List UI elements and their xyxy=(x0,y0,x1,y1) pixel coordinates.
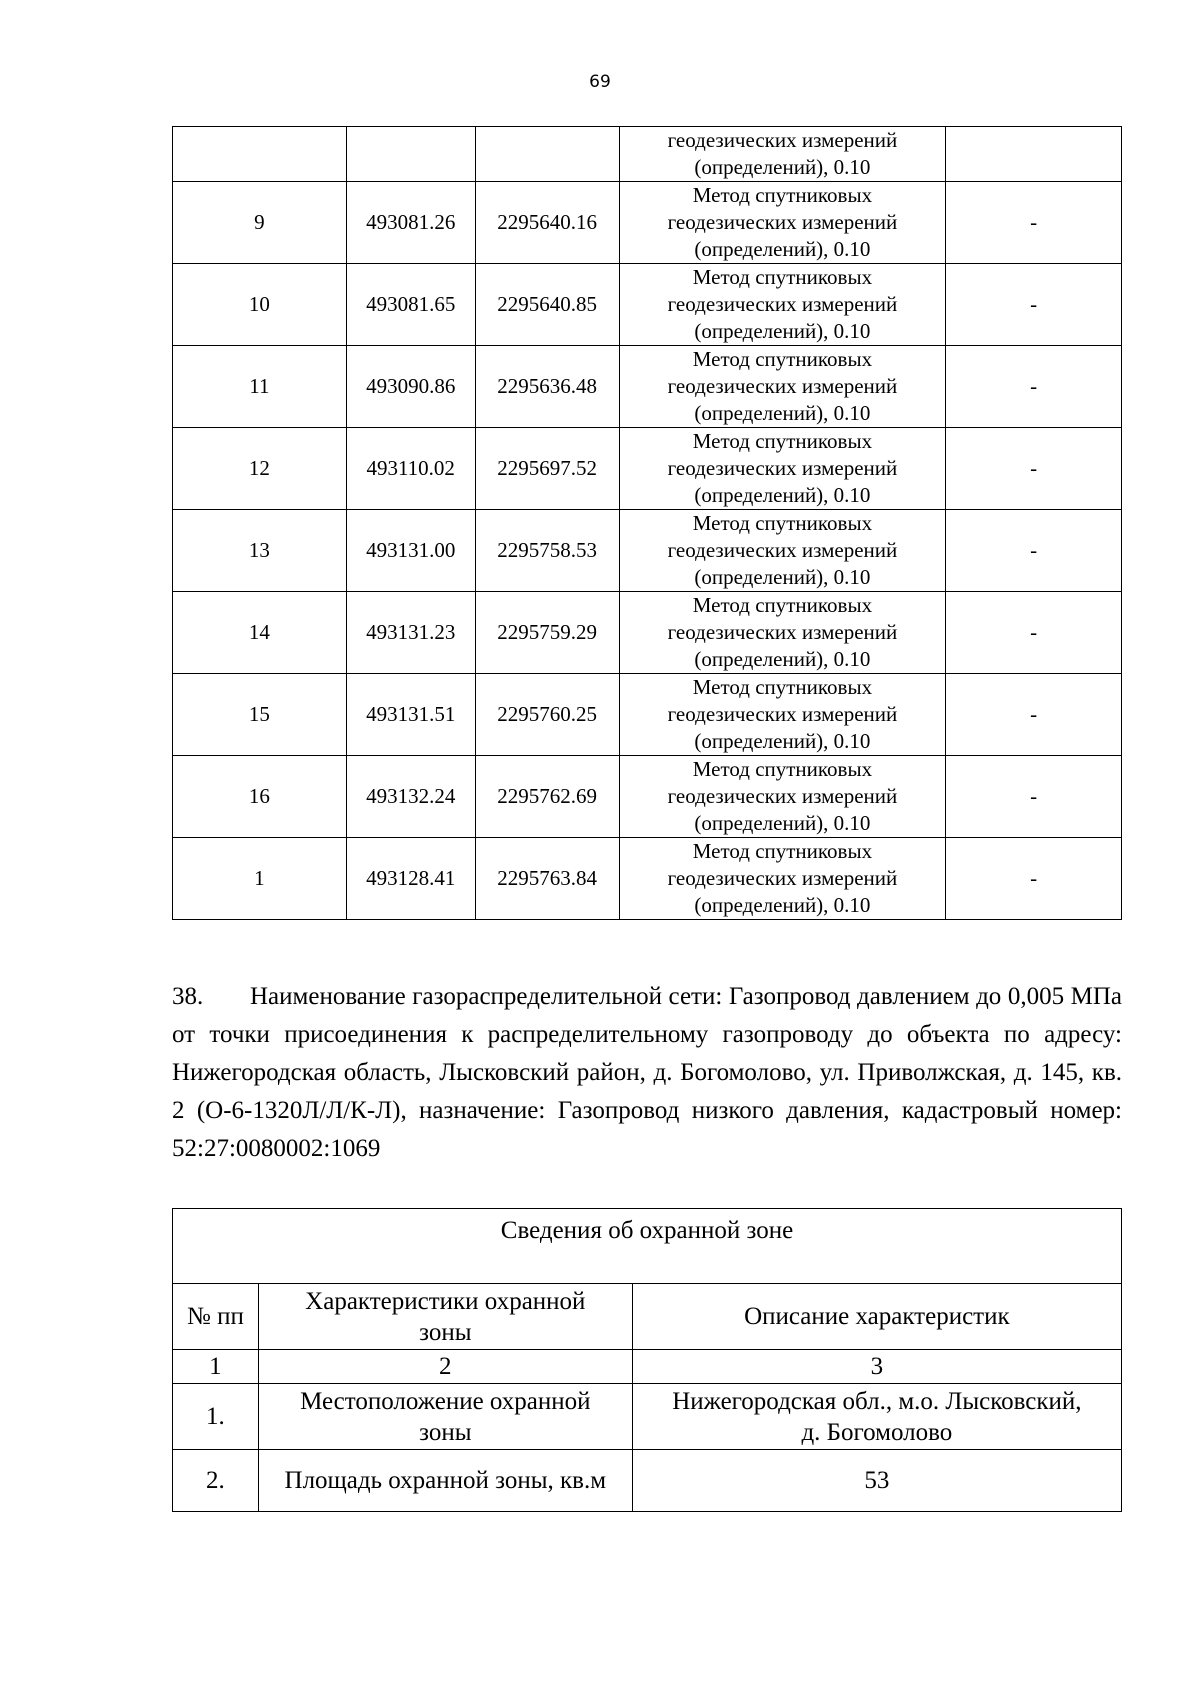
x-coordinate-cell: 493131.00 xyxy=(346,510,475,592)
row-num: 1. xyxy=(173,1384,259,1450)
table-row xyxy=(173,264,1122,346)
section-number: 38. xyxy=(172,983,204,1010)
y-coordinate-cell: 2295762.69 xyxy=(475,756,619,838)
y-coordinate-cell: 2295640.16 xyxy=(475,182,619,264)
y-coordinate-cell: 2295763.84 xyxy=(475,838,619,920)
x-coordinate-cell: 493132.24 xyxy=(346,756,475,838)
y-coordinate-cell: 2295760.25 xyxy=(475,674,619,756)
note-cell: - xyxy=(946,756,1122,838)
note-cell: - xyxy=(946,838,1122,920)
point-cell: 10 xyxy=(173,264,347,346)
table-row xyxy=(173,1450,1122,1512)
note-cell: - xyxy=(946,264,1122,346)
table-row xyxy=(173,182,1122,264)
method-cell xyxy=(619,428,946,510)
method-line: геодезических измерений xyxy=(667,128,898,152)
x-coordinate-cell: 493081.65 xyxy=(346,264,475,346)
point-cell: 15 xyxy=(173,674,347,756)
point-cell: 9 xyxy=(173,182,347,264)
row-num: 2. xyxy=(173,1450,259,1512)
method-cell xyxy=(619,346,946,428)
point-cell: 14 xyxy=(173,592,347,674)
method-cell xyxy=(619,182,946,264)
method-line: геодезических измерений xyxy=(667,784,898,808)
point-cell: 11 xyxy=(173,346,347,428)
table-row xyxy=(173,674,1122,756)
method-line: Метод спутниковых xyxy=(692,593,873,617)
note-cell xyxy=(946,127,1122,182)
note-cell: - xyxy=(946,182,1122,264)
method-line: геодезических измерений xyxy=(667,292,898,316)
table-row xyxy=(173,510,1122,592)
method-line: Метод спутниковых xyxy=(692,839,873,863)
coordinate-table xyxy=(172,126,1122,920)
table-title: Сведения об охранной зоне xyxy=(173,1209,1122,1284)
protection-zone-table xyxy=(172,1208,1122,1512)
section-paragraph xyxy=(172,978,1122,1168)
index-cell: 1 xyxy=(173,1350,259,1384)
method-line: Метод спутниковых xyxy=(692,347,873,371)
method-line: (определений), 0.10 xyxy=(694,647,871,671)
row-characteristic xyxy=(258,1384,632,1450)
y-coordinate-cell xyxy=(475,127,619,182)
method-cell xyxy=(619,264,946,346)
point-cell: 13 xyxy=(173,510,347,592)
x-coordinate-cell xyxy=(346,127,475,182)
y-coordinate-cell: 2295759.29 xyxy=(475,592,619,674)
row-characteristic: Площадь охранной зоны, кв.м xyxy=(258,1450,632,1512)
method-line: (определений), 0.10 xyxy=(694,729,871,753)
cell-line: Местоположение охранной xyxy=(300,1387,591,1415)
x-coordinate-cell: 493081.26 xyxy=(346,182,475,264)
table-row xyxy=(173,592,1122,674)
table-row xyxy=(173,428,1122,510)
note-cell: - xyxy=(946,510,1122,592)
note-cell: - xyxy=(946,428,1122,510)
method-cell xyxy=(619,592,946,674)
method-line: (определений), 0.10 xyxy=(694,401,871,425)
header-line: Характеристики охранной xyxy=(305,1287,586,1315)
method-line: Метод спутниковых xyxy=(692,183,873,207)
cell-line: зоны xyxy=(419,1418,472,1446)
method-cell xyxy=(619,674,946,756)
x-coordinate-cell: 493128.41 xyxy=(346,838,475,920)
y-coordinate-cell: 2295697.52 xyxy=(475,428,619,510)
method-line: Метод спутниковых xyxy=(692,511,873,535)
method-cell xyxy=(619,838,946,920)
x-coordinate-cell: 493110.02 xyxy=(346,428,475,510)
table-row xyxy=(173,127,1122,182)
x-coordinate-cell: 493090.86 xyxy=(346,346,475,428)
method-line: геодезических измерений xyxy=(667,210,898,234)
header-description: Описание характеристик xyxy=(632,1284,1121,1350)
method-line: (определений), 0.10 xyxy=(694,811,871,835)
method-line: (определений), 0.10 xyxy=(694,565,871,589)
cell-line: д. Богомолово xyxy=(801,1418,953,1446)
method-cell xyxy=(619,127,946,182)
note-cell: - xyxy=(946,674,1122,756)
method-line: геодезических измерений xyxy=(667,456,898,480)
index-cell: 3 xyxy=(632,1350,1121,1384)
y-coordinate-cell: 2295758.53 xyxy=(475,510,619,592)
method-line: Метод спутниковых xyxy=(692,757,873,781)
point-cell: 12 xyxy=(173,428,347,510)
method-line: геодезических измерений xyxy=(667,866,898,890)
y-coordinate-cell: 2295640.85 xyxy=(475,264,619,346)
section-text: Наименование газораспределительной сети: Газопровод давлением до 0,005 МПа от точки присоединения к распределительному газопроводу до объекта по адресу: Нижегородская область, Лысковский район, д. Богомолово, ул. Приволжская, д. 145, кв. 2 (О-6-1320Л/Л/К-Л), назначение: Газопровод низкого давления, кадастровый номер: 52:27:0080002:1069 xyxy=(172,983,1122,1162)
method-line: геодезических измерений xyxy=(667,538,898,562)
index-cell: 2 xyxy=(258,1350,632,1384)
row-description xyxy=(632,1384,1121,1450)
header-line: зоны xyxy=(419,1318,472,1346)
note-cell: - xyxy=(946,592,1122,674)
table-row xyxy=(173,346,1122,428)
table-title-row xyxy=(173,1209,1122,1284)
method-line: (определений), 0.10 xyxy=(694,237,871,261)
page-number: 69 xyxy=(589,72,611,92)
row-description: 53 xyxy=(632,1450,1121,1512)
cell-line: Нижегородская обл., м.о. Лысковский, xyxy=(672,1387,1082,1415)
table-row xyxy=(173,1384,1122,1450)
method-line: (определений), 0.10 xyxy=(694,155,871,179)
point-cell xyxy=(173,127,347,182)
method-line: (определений), 0.10 xyxy=(694,483,871,507)
method-line: Метод спутниковых xyxy=(692,675,873,699)
table-row xyxy=(173,838,1122,920)
point-cell: 16 xyxy=(173,756,347,838)
y-coordinate-cell: 2295636.48 xyxy=(475,346,619,428)
header-num: № пп xyxy=(173,1284,259,1350)
method-cell xyxy=(619,510,946,592)
note-cell: - xyxy=(946,346,1122,428)
method-line: (определений), 0.10 xyxy=(694,893,871,917)
method-line: геодезических измерений xyxy=(667,374,898,398)
method-line: Метод спутниковых xyxy=(692,429,873,453)
method-line: геодезических измерений xyxy=(667,702,898,726)
method-cell xyxy=(619,756,946,838)
point-cell: 1 xyxy=(173,838,347,920)
index-row xyxy=(173,1350,1122,1384)
table-row xyxy=(173,756,1122,838)
method-line: геодезических измерений xyxy=(667,620,898,644)
x-coordinate-cell: 493131.51 xyxy=(346,674,475,756)
table-header-row xyxy=(173,1284,1122,1350)
method-line: Метод спутниковых xyxy=(692,265,873,289)
method-line: (определений), 0.10 xyxy=(694,319,871,343)
x-coordinate-cell: 493131.23 xyxy=(346,592,475,674)
header-characteristic xyxy=(258,1284,632,1350)
